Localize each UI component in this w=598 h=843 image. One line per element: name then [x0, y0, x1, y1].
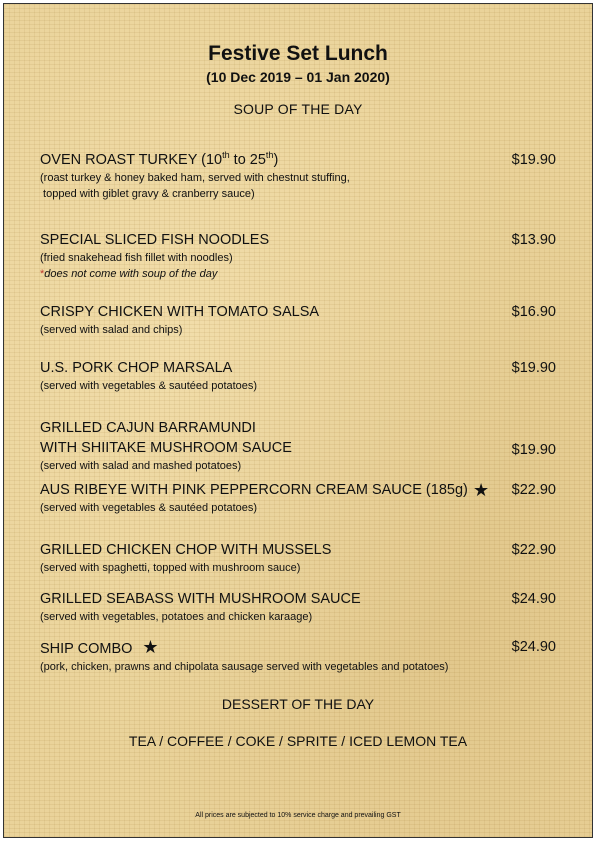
soup-of-the-day: SOUP OF THE DAY — [233, 101, 363, 117]
service-charge-disclaimer: All prices are subjected to 10% service charge and prevailing GST — [195, 812, 401, 819]
menu-title: Festive Set Lunch — [208, 42, 388, 65]
menu-item-sliced-fish-noodles — [40, 230, 556, 282]
item-name: CRISPY CHICKEN WITH TOMATO SALSA — [40, 304, 320, 320]
item-price: $19.90 — [511, 442, 556, 458]
date-range: (10 Dec 2019 – 01 Jan 2020) — [206, 69, 390, 85]
item-name: SPECIAL SLICED FISH NOODLES — [40, 232, 270, 248]
item-name-line-1: GRILLED CAJUN BARRAMUNDI — [40, 420, 256, 436]
item-price: $19.90 — [511, 360, 556, 376]
dessert-of-the-day: DESSERT OF THE DAY — [221, 696, 375, 712]
menu-item-aus-ribeye — [40, 480, 556, 516]
menu-item-crispy-chicken — [40, 302, 556, 338]
item-description: (served with spaghetti, topped with mushroom sauce) — [40, 562, 301, 574]
item-description: (fried snakehead fish fillet with noodles) — [40, 252, 233, 264]
menu-page — [3, 3, 593, 838]
menu-item-oven-roast-turkey — [40, 150, 556, 202]
item-description: (roast turkey & honey baked ham, served with chestnut stuffing, — [40, 172, 350, 184]
drinks-list: TEA / COFFEE / COKE / SPRITE / ICED LEMON TEA — [128, 733, 468, 749]
item-description: (served with salad and mashed potatoes) — [40, 460, 242, 472]
item-description: (served with vegetables, potatoes and chicken karaage) — [40, 611, 313, 623]
item-description: (served with salad and chips) — [40, 324, 183, 336]
item-description: (served with vegetables & sautéed potatoes) — [40, 380, 258, 392]
item-price: $16.90 — [511, 304, 556, 320]
item-name: GRILLED CHICKEN CHOP WITH MUSSELS — [40, 542, 332, 558]
item-name-line-2: WITH SHIITAKE MUSHROOM SAUCE — [40, 440, 292, 456]
menu-item-chicken-chop-mussels — [40, 540, 556, 576]
item-price: $24.90 — [511, 639, 556, 655]
item-price: $19.90 — [511, 152, 556, 168]
item-price: $22.90 — [511, 542, 556, 558]
item-name: SHIP COMBO ★ — [40, 637, 159, 657]
menu-item-ship-combo — [40, 637, 556, 675]
menu-item-pork-chop — [40, 358, 556, 394]
item-name: GRILLED SEABASS WITH MUSHROOM SAUCE — [40, 591, 361, 607]
item-name: U.S. PORK CHOP MARSALA — [40, 360, 233, 376]
star-icon: ★ — [142, 637, 159, 657]
menu-item-seabass — [40, 589, 556, 625]
item-description: topped with giblet gravy & cranberry sauce) — [40, 188, 255, 200]
item-name: AUS RIBEYE WITH PINK PEPPERCORN CREAM SAUCE (185g) — [40, 482, 468, 498]
item-description: (pork, chicken, prawns and chipolata sausage served with vegetables and potatoes) — [40, 661, 449, 673]
note-asterisk: * — [40, 268, 45, 280]
star-icon: ★ — [473, 480, 490, 500]
item-description: (served with vegetables & sautéed potatoes) — [40, 502, 258, 514]
item-price: $24.90 — [511, 591, 556, 607]
item-price: $22.90 — [511, 482, 556, 498]
item-price: $13.90 — [511, 232, 556, 248]
menu-item-cajun-barramundi — [40, 418, 556, 474]
item-note: *does not come with soup of the day — [40, 268, 218, 280]
item-name: OVEN ROAST TURKEY (10th to 25th) — [40, 150, 279, 168]
